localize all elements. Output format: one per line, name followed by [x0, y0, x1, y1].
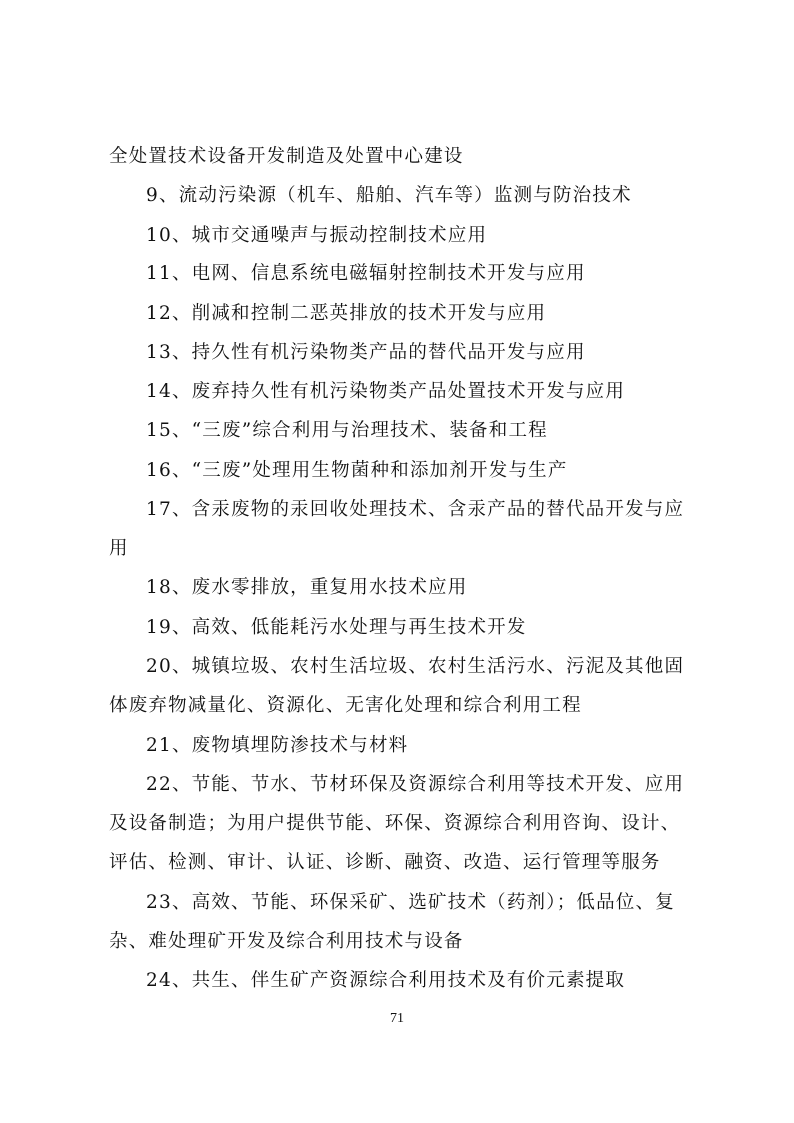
text-line: 20、城镇垃圾、农村生活垃圾、农村生活污水、污泥及其他固: [146, 656, 685, 677]
text-line: 19、高效、低能耗污水处理与再生技术开发: [146, 617, 527, 638]
text-line: 10、城市交通噪声与振动控制技术应用: [146, 225, 488, 246]
text-line: 及设备制造；为用户提供节能、环保、资源综合利用咨询、设计、: [109, 813, 681, 834]
text-line: 22、节能、节水、节材环保及资源综合利用等技术开发、应用: [146, 774, 685, 795]
text-line: 用: [109, 538, 129, 559]
text-line: 23、高效、节能、环保采矿、选矿技术（药剂）；低品位、复: [146, 892, 675, 913]
text-line: 21、废物填埋防渗技术与材料: [146, 735, 409, 756]
text-line: 14、废弃持久性有机污染物类产品处置技术开发与应用: [146, 381, 626, 402]
text-line: 杂、难处理矿开发及综合利用技术与设备: [109, 931, 464, 952]
text-line: 11、电网、信息系统电磁辐射控制技术开发与应用: [146, 263, 586, 284]
text-line: 24、共生、伴生矿产资源综合利用技术及有价元素提取: [146, 970, 626, 991]
text-line: 评估、检测、审计、认证、诊断、融资、改造、运行管理等服务: [109, 852, 661, 873]
text-line: 全处置技术设备开发制造及处置中心建设: [109, 146, 464, 167]
text-line: 体废弃物减量化、资源化、无害化处理和综合利用工程: [109, 695, 582, 716]
text-line: 13、持久性有机污染物类产品的替代品开发与应用: [146, 342, 586, 363]
text-line: 17、含汞废物的汞回收处理技术、含汞产品的替代品开发与应: [146, 499, 685, 520]
text-line: 15、“三废”综合利用与治理技术、装备和工程: [146, 420, 548, 441]
text-line: 12、削减和控制二恶英排放的技术开发与应用: [146, 303, 547, 324]
text-line: 9、流动污染源（机车、船舶、汽车等）监测与防治技术: [146, 185, 632, 206]
text-line: 16、“三废”处理用生物菌种和添加剂开发与生产: [146, 460, 568, 481]
page-number: 71: [390, 1011, 404, 1026]
text-line: 18、废水零排放，重复用水技术应用: [146, 577, 468, 598]
